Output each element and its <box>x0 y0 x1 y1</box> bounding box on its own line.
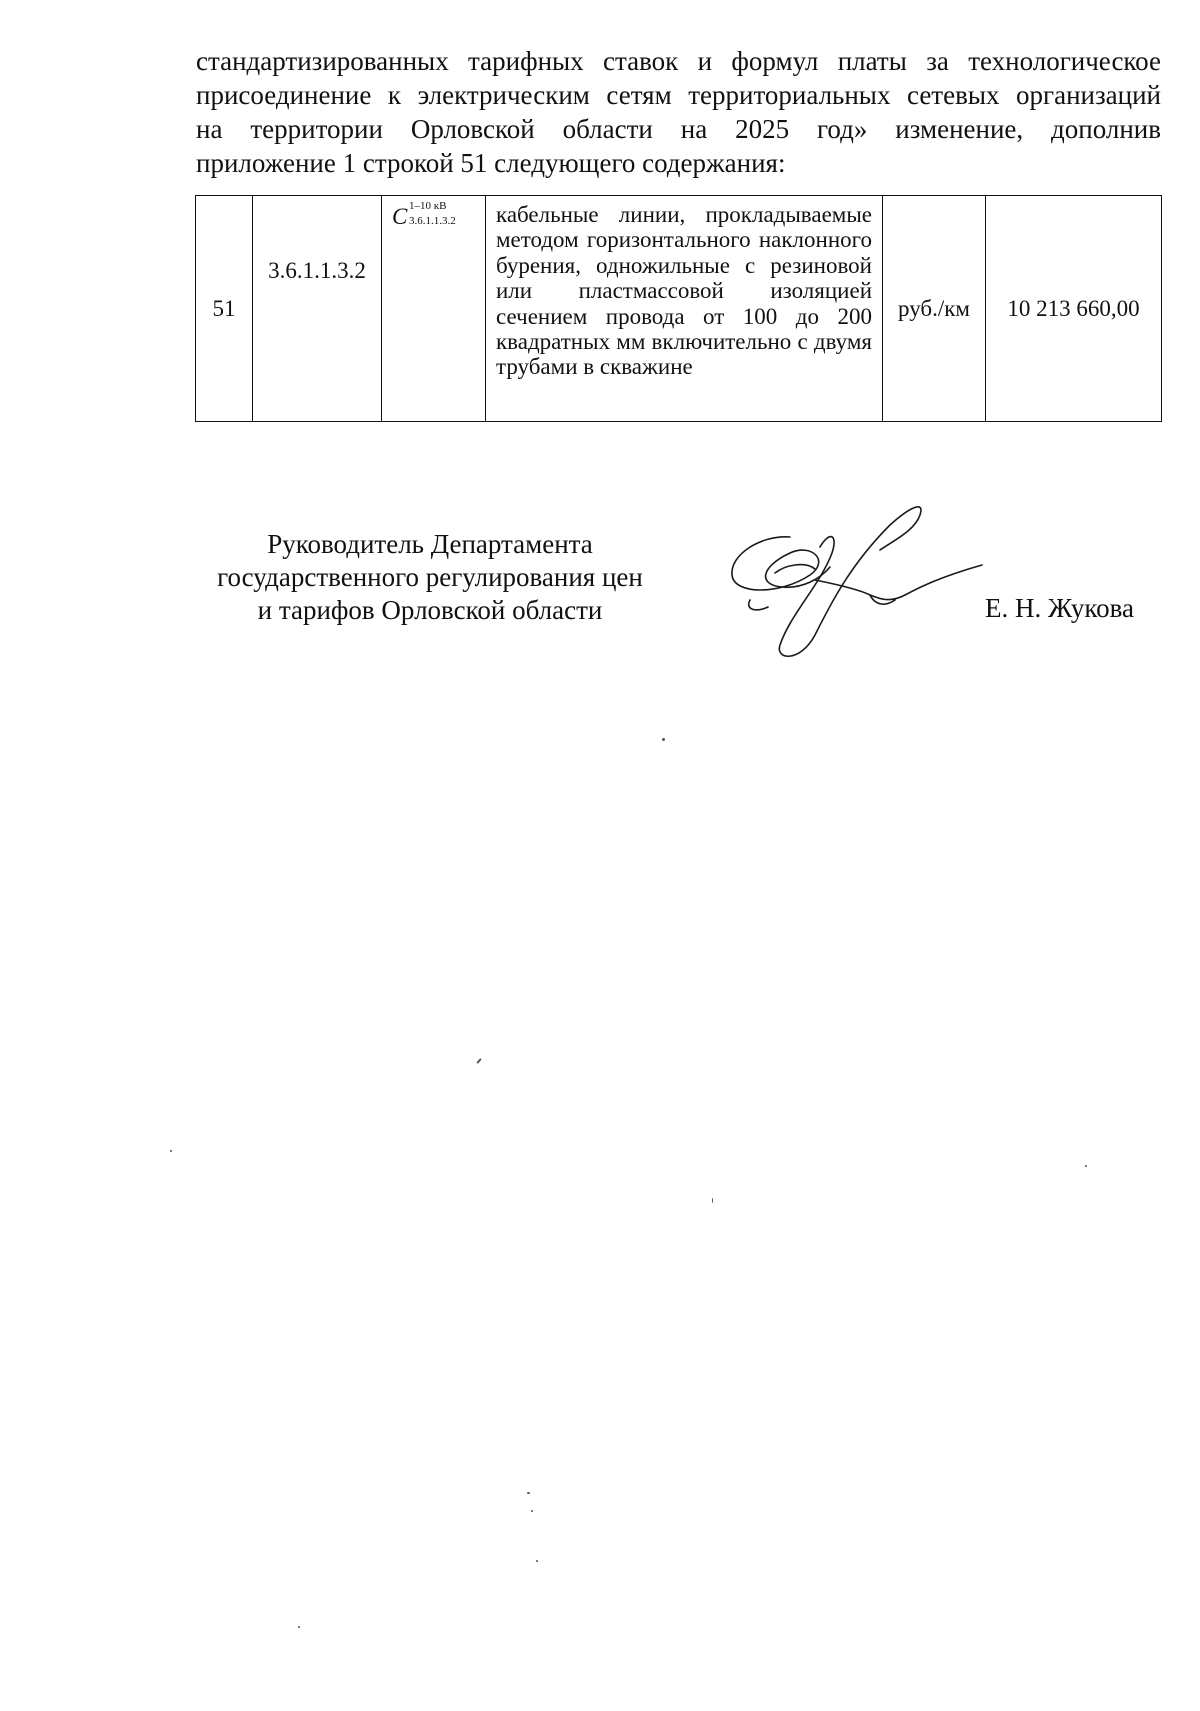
table-row <box>196 196 1162 422</box>
signer-position-line: и тарифов Орловской области <box>257 595 603 625</box>
intro-paragraph <box>196 44 1161 180</box>
intro-line: приложение 1 строкой 51 следующего содержания: <box>196 148 786 178</box>
signer-position-line: государственного регулирования цен <box>217 562 643 592</box>
scan-speck <box>1085 1165 1087 1167</box>
signer-position <box>190 528 670 627</box>
formula-superscript: 1–10 кВ <box>409 200 447 212</box>
scan-speck <box>531 1510 533 1512</box>
scan-speck <box>476 1058 481 1064</box>
row-formula-cell <box>382 196 486 422</box>
scan-speck <box>536 1560 538 1562</box>
row-unit: руб./км <box>898 296 970 321</box>
row-value-cell <box>986 196 1162 422</box>
intro-line: присоединение к электрическим сетям территориальных сетевых организаций <box>196 80 1161 110</box>
row-code: 3.6.1.1.3.2 <box>268 258 366 283</box>
scan-speck <box>712 1198 713 1203</box>
scan-speck <box>298 1626 300 1628</box>
row-unit-cell <box>883 196 986 422</box>
row-number: 51 <box>212 296 236 321</box>
row-value: 10 213 660,00 <box>1007 296 1140 321</box>
intro-line: на территории Орловской области на 2025 год» изменение, дополнив <box>196 114 1161 144</box>
formula-notation <box>392 200 456 234</box>
handwritten-signature-icon <box>720 495 1000 675</box>
formula-subscript: 3.6.1.1.3.2 <box>409 215 456 227</box>
row-description: кабельные линии, прокладываемые методом горизонтального наклонного бурения, одножильные с резиновой или пластмассовой изоляцией сечением провода от 100 до 200 квадратных мм включительно с двумя трубами в скважине <box>496 202 872 380</box>
signer-name: Е. Н. Жукова <box>985 593 1134 623</box>
tariff-table <box>195 195 1162 422</box>
intro-line: стандартизированных тарифных ставок и формул платы за технологическое <box>196 46 1161 76</box>
row-code-cell <box>253 196 382 422</box>
formula-symbol: C <box>392 204 408 229</box>
scan-speck <box>170 1150 172 1152</box>
row-number-cell <box>196 196 253 422</box>
signer-position-line: Руководитель Департамента <box>267 529 593 559</box>
scan-speck <box>662 738 665 741</box>
row-description-cell <box>486 196 883 422</box>
scan-speck <box>527 1492 530 1494</box>
